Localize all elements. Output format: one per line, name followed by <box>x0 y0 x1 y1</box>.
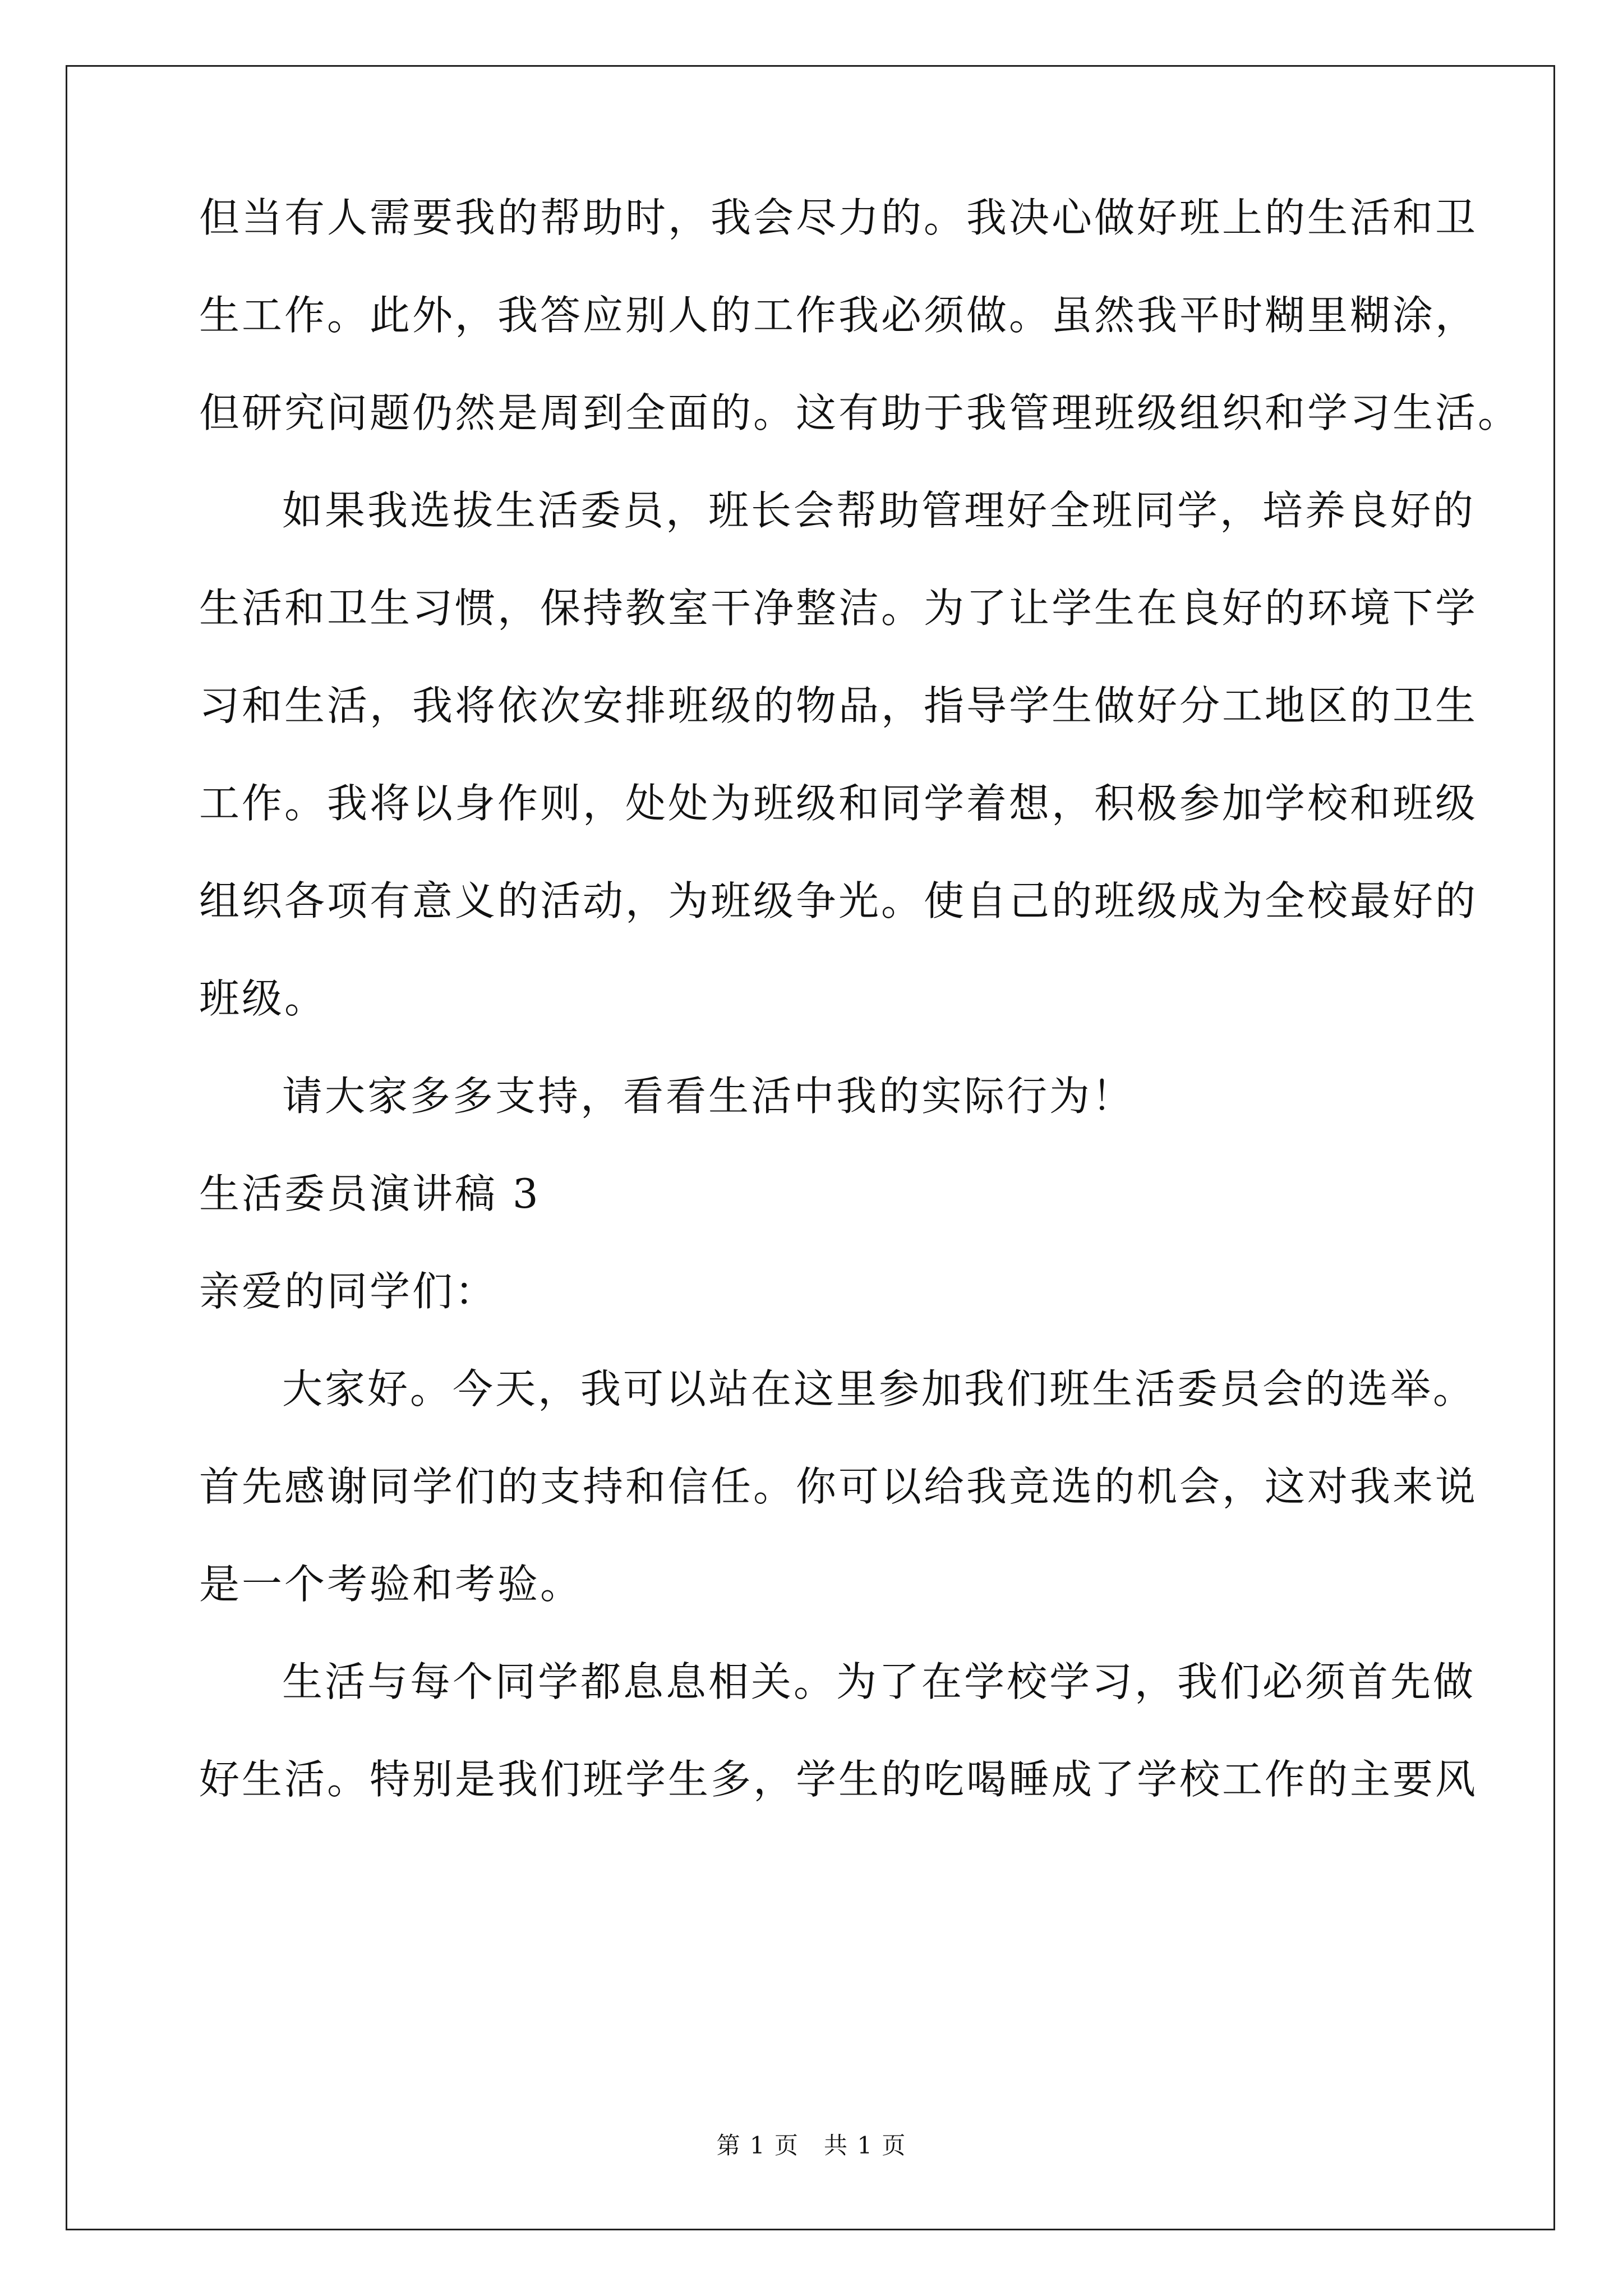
text-line: 习和生活，我将依次安排班级的物品，指导学生做好分工地区的卫生 <box>199 682 1478 729</box>
text-line: 但当有人需要我的帮助时，我会尽力的。我决心做好班上的生活和卫 <box>199 194 1478 241</box>
text-line: 组织各项有意义的活动，为班级争光。使自己的班级成为全校最好的 <box>199 877 1478 924</box>
paragraph-start-line: 大家好。今天，我可以站在这里参加我们班生活委员会的选举。 <box>282 1365 1476 1412</box>
paragraph-start-line: 请大家多多支持，看看生活中我的实际行为！ <box>282 1073 1135 1120</box>
page-number-footer: 第 1 页 共 1 页 <box>716 2132 907 2159</box>
text-line: 工作。我将以身作则，处处为班级和同学着想，积极参加学校和班级 <box>199 780 1478 827</box>
text-line: 好生活。特别是我们班学生多，学生的吃喝睡成了学校工作的主要风 <box>199 1756 1478 1803</box>
paragraph-start-line: 如果我选拔生活委员，班长会帮助管理好全班同学，培养良好的 <box>282 487 1476 534</box>
text-line: 是一个考验和考验。 <box>199 1561 583 1608</box>
text-line: 班级。 <box>199 975 328 1022</box>
salutation: 亲爱的同学们： <box>199 1268 498 1315</box>
text-line: 首先感谢同学们的支持和信任。你可以给我竞选的机会，这对我来说 <box>199 1463 1478 1510</box>
paragraph-start-line: 生活与每个同学都息息相关。为了在学校学习，我们必须首先做 <box>282 1658 1476 1705</box>
text-line: 生工作。此外，我答应别人的工作我必须做。虽然我平时糊里糊涂， <box>199 292 1478 339</box>
text-line: 生活和卫生习惯，保持教室干净整洁。为了让学生在良好的环境下学 <box>199 585 1478 632</box>
section-heading: 生活委员演讲稿 3 <box>199 1170 541 1217</box>
text-line: 但研究问题仍然是周到全面的。这有助于我管理班级组织和学习生活。 <box>199 389 1521 436</box>
